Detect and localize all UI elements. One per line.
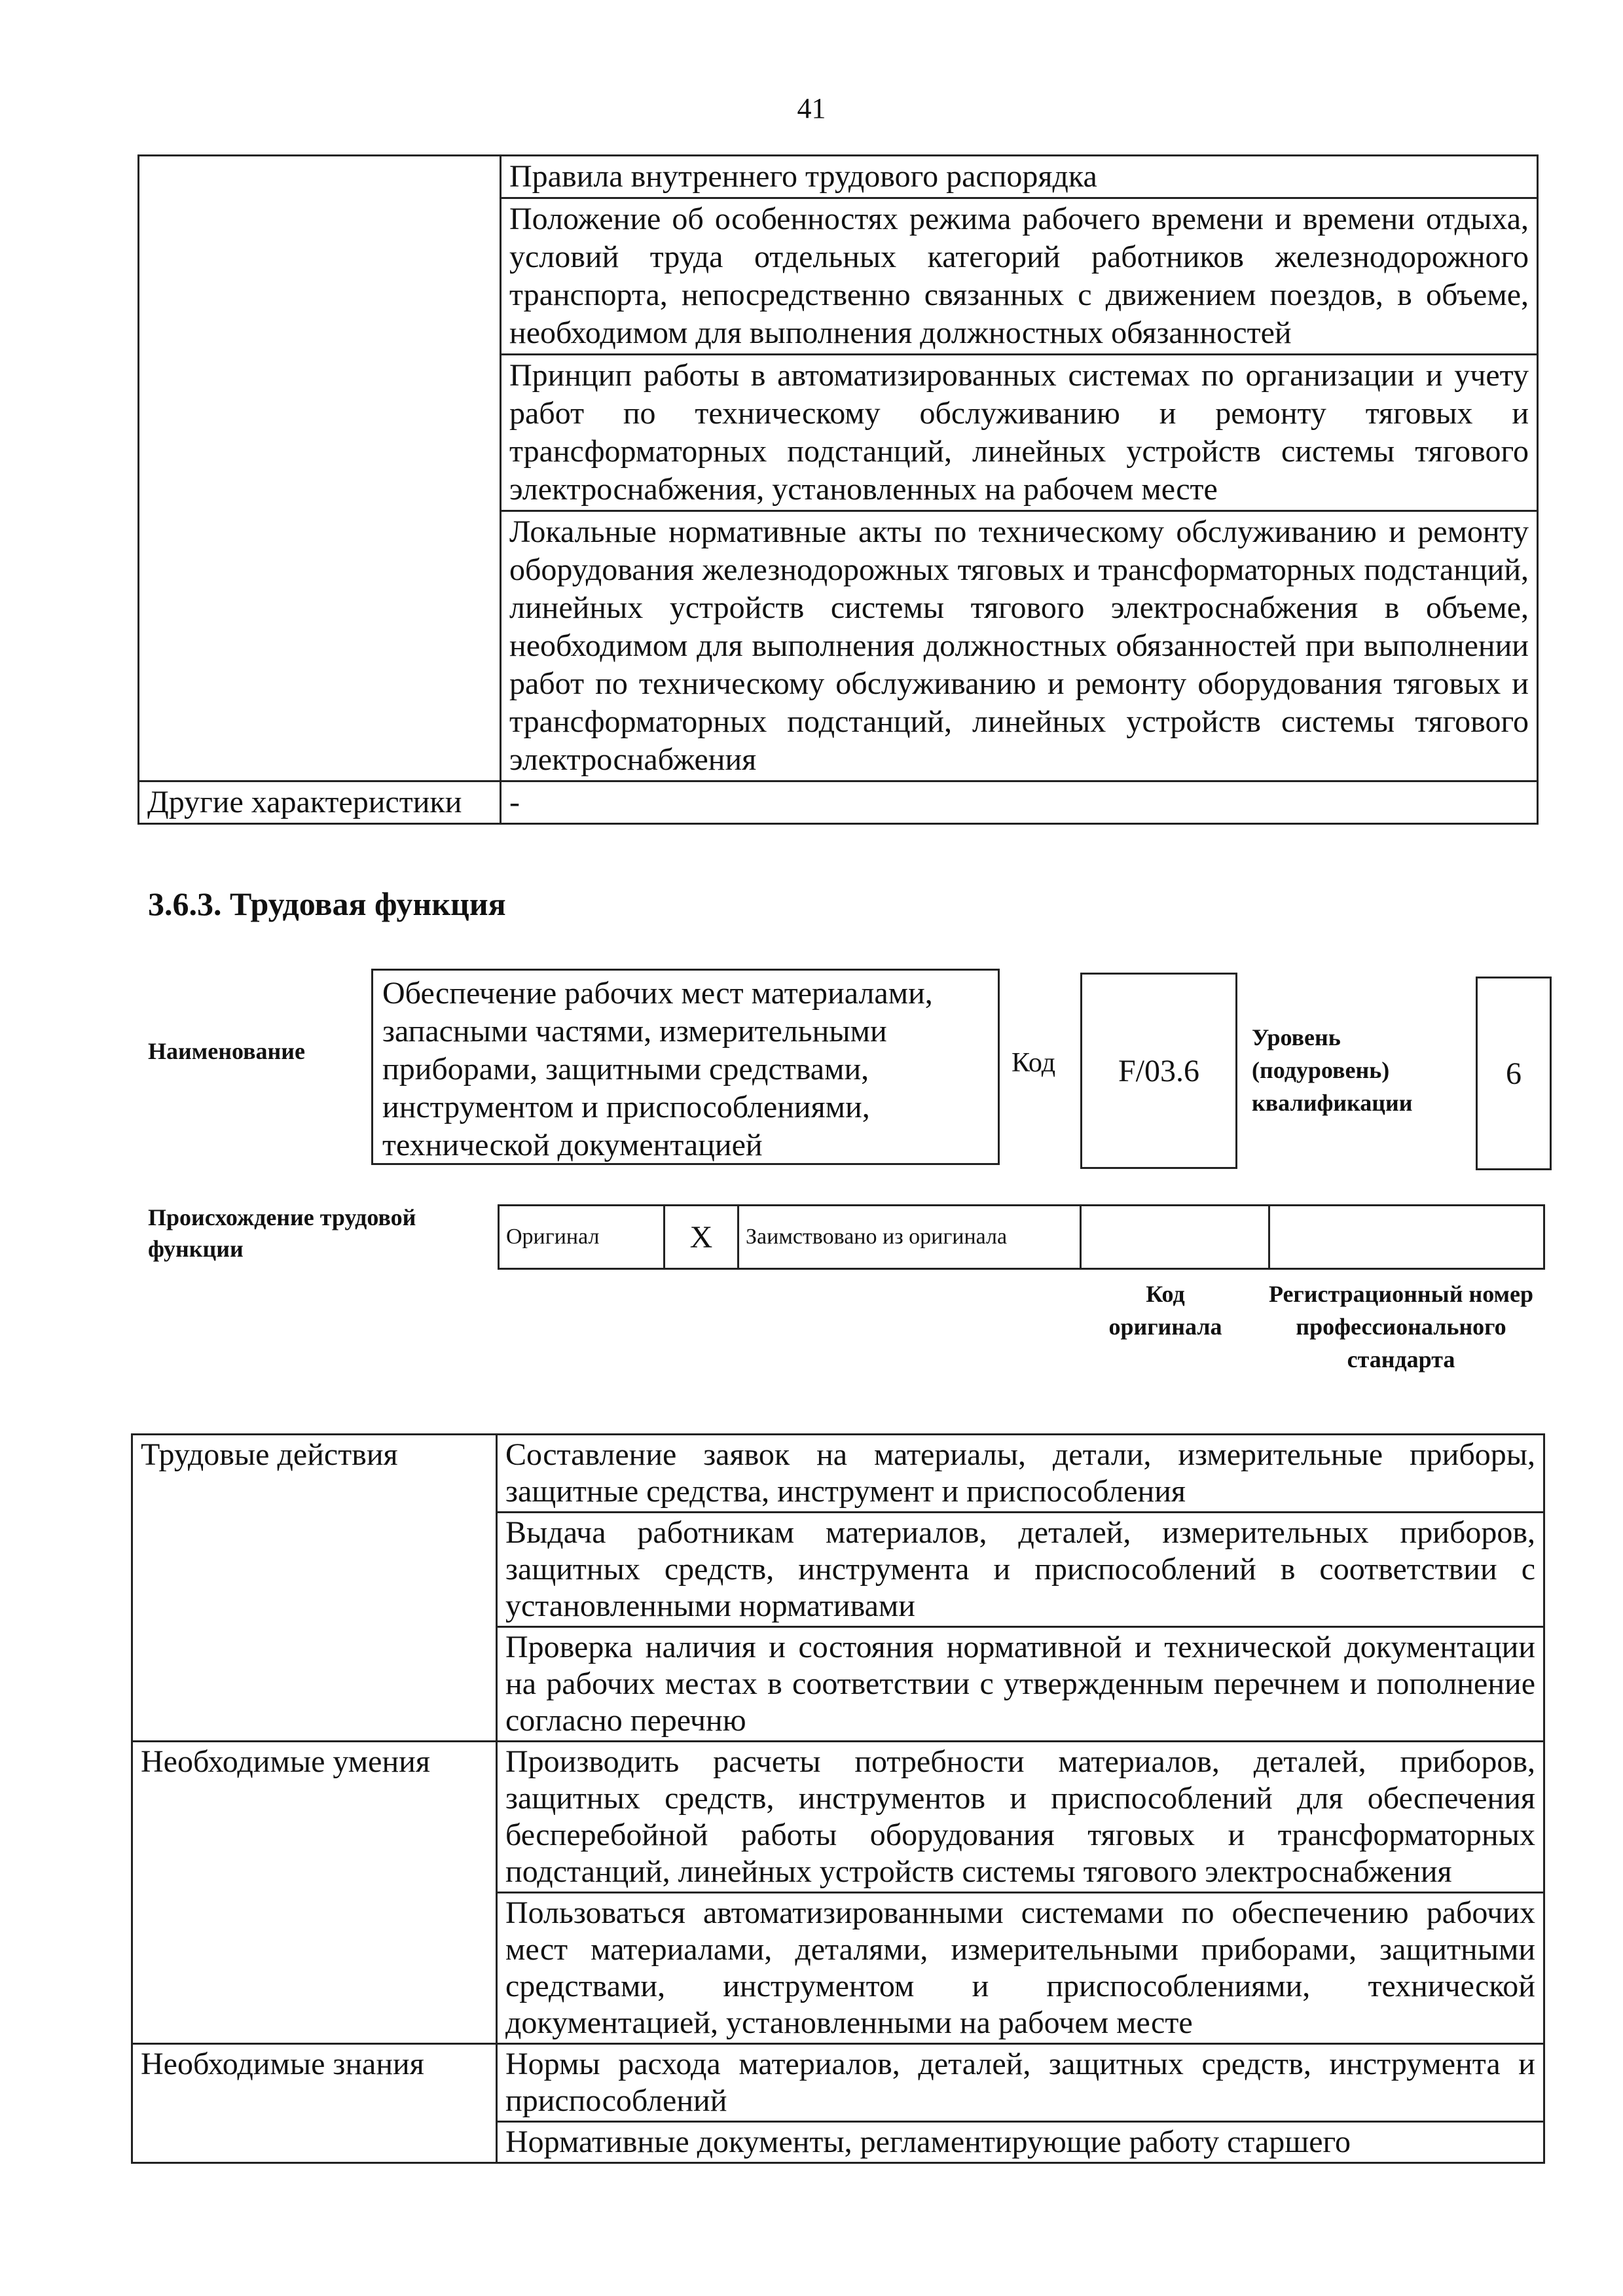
row-text: - <box>501 781 1538 824</box>
row-text: Правила внутреннего трудового распорядка <box>501 156 1538 198</box>
original-code-cell <box>1081 1206 1269 1269</box>
code-value-box: F/03.6 <box>1080 973 1237 1169</box>
original-mark-cell: X <box>665 1206 739 1269</box>
function-name-box: Обеспечение рабочих мест материалами, запасными частями, измерительными приборами, защитными средствами, инструментом и приспособлениями, технической документацией <box>371 969 1000 1165</box>
row-label: Трудовые действия <box>132 1435 497 1742</box>
table-row <box>132 1435 1544 1513</box>
top-knowledge-table <box>137 154 1539 825</box>
row-label: Необходимые умения <box>132 1742 497 2044</box>
qualification-level-box: 6 <box>1476 977 1552 1170</box>
row-text: Выдача работникам материалов, деталей, измерительных приборов, защитных средств, инструмента и приспособлений в соответствии с установленными нормативами <box>497 1513 1544 1627</box>
section-title: 3.6.3. Трудовая функция <box>148 886 506 922</box>
table-row <box>139 781 1538 824</box>
row-text: Локальные нормативные акты по техническому обслуживанию и ремонту оборудования железнодорожных тяговых и трансформаторных подстанций, линейных устройств системы тягового электроснабжения в объеме, необходимом для выполнения должностных обязанностей при выполнении работ по техническому обслуживанию и ремонту оборудования тяговых и трансформаторных подстанций, линейных устройств системы тягового электроснабжения <box>501 511 1538 781</box>
page-number: 41 <box>797 92 826 124</box>
function-details-table <box>131 1433 1545 2164</box>
origin-table <box>498 1204 1545 1270</box>
row-label <box>139 156 501 781</box>
row-label: Другие характеристики <box>139 781 501 824</box>
row-text: Составление заявок на материалы, детали, измерительные приборы, защитные средства, инструмент и приспособления <box>497 1435 1544 1513</box>
origin-label-text: Происхождение трудовой функции <box>148 1204 416 1262</box>
row-text: Проверка наличия и состояния нормативной и технической документации на рабочих местах в соответствии с утвержденным перечнем и пополнение согласно перечню <box>497 1627 1544 1742</box>
table-row <box>132 2044 1544 2122</box>
registration-number-caption: Регистрационный номер профессионального стандарта <box>1268 1281 1534 1372</box>
qualification-level-label <box>1252 1021 1448 1119</box>
row-text: Положение об особенностях режима рабочего времени и времени отдыха, условий труда отдельных категорий работников железнодорожного транспорта, непосредственно связанных с движением поездов, в объеме, необходимом для выполнения должностных обязанностей <box>501 198 1538 355</box>
code-label: Код <box>1012 1048 1056 1078</box>
original-code-caption: Код оригинала <box>1108 1281 1222 1340</box>
row-text: Принцип работы в автоматизированных системах по организации и учету работ по техническому обслуживанию и ремонту тяговых и трансформаторных подстанций, линейных устройств системы тягового электроснабжения, установленных на рабочем месте <box>501 355 1538 511</box>
table-row <box>499 1206 1544 1269</box>
original-cell: Оригинал <box>499 1206 665 1269</box>
row-text: Нормы расхода материалов, деталей, защитных средств, инструмента и приспособлений <box>497 2044 1544 2122</box>
row-text: Пользоваться автоматизированными системами по обеспечению рабочих мест материалами, деталями, измерительными приборами, защитными средствами, инструментом и приспособлениями, технической документацией, установленными на рабочем месте <box>497 1893 1544 2044</box>
table-row <box>132 1742 1544 1893</box>
row-text: Нормативные документы, регламентирующие работу старшего <box>497 2122 1544 2163</box>
borrowed-cell: Заимствовано из оригинала <box>739 1206 1081 1269</box>
table-row <box>139 156 1538 198</box>
qualification-level-label-text: Уровень (подуровень) квалификации <box>1252 1024 1413 1116</box>
row-label: Необходимые знания <box>132 2044 497 2163</box>
origin-label <box>148 1202 475 1265</box>
row-text: Производить расчеты потребности материалов, деталей, приборов, защитных средств, инструментов и приспособлений для обеспечения бесперебойной работы оборудования тяговых и трансформаторных подстанций, линейных устройств системы тягового электроснабжения <box>497 1742 1544 1893</box>
name-label: Наименование <box>148 1038 305 1064</box>
registration-number-cell <box>1269 1206 1544 1269</box>
